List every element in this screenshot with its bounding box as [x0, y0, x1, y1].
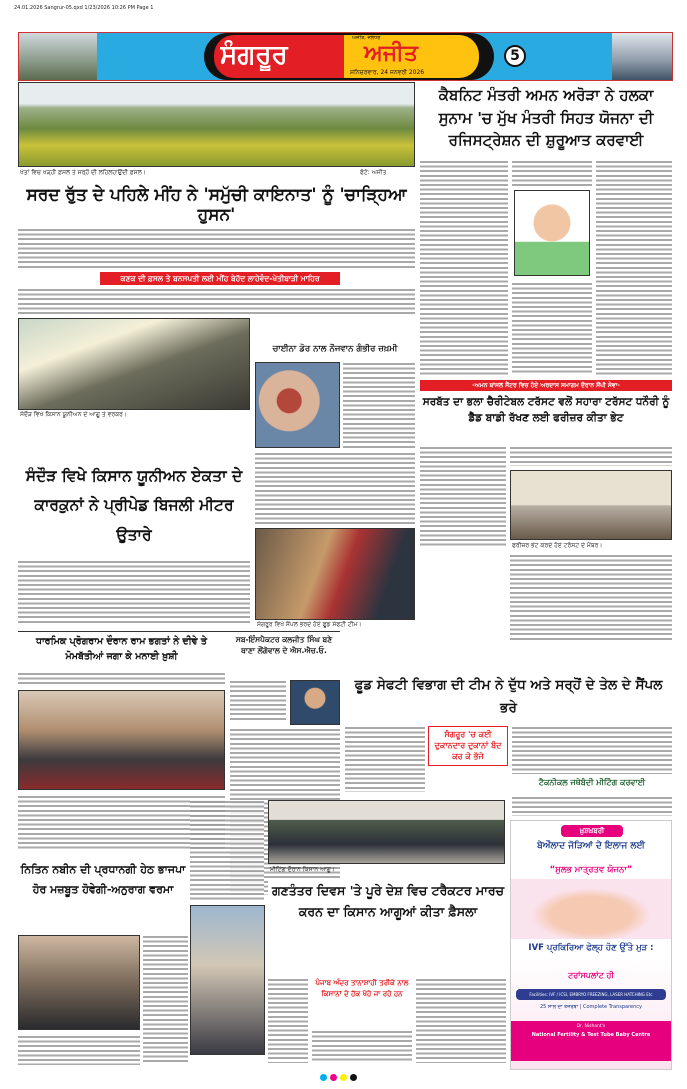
field-credit: ਫੋਟੋ: ਅਜੀਤ: [360, 169, 387, 176]
ad-doctor: Dr. Nishant's: [576, 1024, 606, 1029]
page-number: 5: [504, 45, 526, 67]
minister-portrait: [514, 190, 590, 276]
food-safety-shop-photo: [255, 528, 415, 620]
nitin-headline: ਨਿਤਿਨ ਨਬੀਨ ਦੀ ਪ੍ਰਧਾਨਗੀ ਹੇਠ ਭਾਜਪਾ ਹੋਰ ਮਜ਼ਬੂਤ ਹੋਵੇਗੀ-ਅਨੁਰਾਗ ਵਰਮਾ: [20, 863, 186, 896]
masthead-date: ਸ਼ਨਿਚਰਵਾਰ, 24 ਜਨਵਰੀ 2026: [350, 69, 425, 76]
religious-headline: ਧਾਰਮਿਕ ਪ੍ਰੋਗਰਾਮ ਦੌਰਾਨ ਰਾਮ ਭਗਤਾਂ ਨੇ ਦੀਵੇ ਤੇ ਮੋਮਬੱਤੀਆਂ ਜਗਾ ਕੇ ਮਨਾਈ ਖ਼ੁਸ਼ੀ: [35, 636, 208, 663]
story-text: [18, 672, 225, 686]
freezer-donation-photo: [510, 470, 672, 540]
story-text: [510, 446, 672, 466]
field-caption: ਖੇਤਾਂ ਵਿਚ ਖੜ੍ਹੀ ਫ਼ਸਲ ਤੇ ਸਰ੍ਹੋਂ ਦੀ ਲਹਿਲਹਾਉਂਦੀ ਫ਼ਸਲ।: [20, 169, 146, 176]
story-text: [230, 680, 286, 722]
story-text: [18, 288, 415, 316]
tractor-headline: ਗਣਤੰਤਰ ਦਿਵਸ 'ਤੇ ਪੂਰੇ ਦੇਸ਼ ਵਿਚ ਟਰੈਕਟਰ ਮਾਰਚ ਕਰਨ ਦਾ ਕਿਸਾਨ ਆਗੂਆਂ ਕੀਤਾ ਫ਼ੈਸਲਾ: [268, 880, 508, 923]
masthead-city: ਸੰਗਰੂਰ: [220, 40, 288, 70]
farmers-caption: ਸੰਦੌੜ ਵਿਖੇ ਕਿਸਾਨ ਯੂਨੀਅਨ ਦੇ ਆਗੂ ਤੇ ਵਰਕਰ।: [20, 411, 127, 418]
sarbat-caption: ਫਰੀਜ਼ਰ ਭੇਟ ਕਰਦੇ ਹੋਏ ਟਰੱਸਟ ਦੇ ਮੈਂਬਰ।: [512, 542, 603, 549]
story-text: [268, 978, 308, 1063]
story-text: [18, 228, 415, 270]
story-text: [512, 796, 672, 816]
story-text: [512, 282, 592, 375]
mustard-field-photo: [18, 82, 415, 167]
ad-facilities: Facilities: IVF / ICSI, EMBRYO FREEZING, LASER HATCHING Etc: [516, 989, 666, 1000]
ad-centre: National Fertility & Test Tube Baby Centre: [531, 1032, 651, 1038]
story-text: [512, 726, 672, 774]
story-text: [345, 726, 425, 792]
masthead-oval: [204, 33, 494, 80]
story-text: [510, 554, 672, 640]
sarbat-kicker: -ਅਮਨ ਬਾਂਸਲ ਸੈਂਟਰ ਵਿਚ ਹੋਏ ਅਰਦਾਸ ਸਮਾਗਮ ਦੌਰਾਨ ਸੌਂਪੀ ਸੇਵਾ-: [420, 380, 672, 391]
bjp-meeting-photo: [18, 935, 140, 1030]
china-dor-headline: ਚਾਈਨਾ ਡੋਰ ਨਾਲ ਨੌਜਵਾਨ ਗੰਭੀਰ ਜ਼ਖ਼ਮੀ: [272, 344, 398, 354]
shop-caption: ਸੰਗਰੂਰ ਵਿਖੇ ਸੈਂਪਲ ਭਰਦੇ ਹੋਏ ਫੂਡ ਸੇਫਟੀ ਟੀਮ।: [257, 621, 362, 628]
story-text: [596, 160, 672, 375]
story-text: [420, 446, 506, 546]
kisan-group-photo: [268, 800, 505, 864]
si-headline: ਸਬ-ਇੰਸਪੈਕਟਰ ਕਲਜੀਤ ਸਿੰਘ ਬਣੇ ਥਾਣਾ ਲੌਂਗੋਵਾਲ ਦੇ ਐਸ.ਐਚ.ਓ.: [235, 635, 333, 656]
story-text: [416, 978, 506, 1063]
story-text: [190, 800, 264, 900]
story-text: [312, 1030, 412, 1063]
food-safety-headline: ਫੂਡ ਸੇਫਟੀ ਵਿਭਾਗ ਦੀ ਟੀਮ ਨੇ ਦੁੱਧ ਅਤੇ ਸਰ੍ਹੋਂ ਦੇ ਤੇਲ ਦੇ ਸੈਂਪਲ ਭਰੇ: [354, 677, 663, 716]
sub-inspector-photo: [290, 680, 340, 725]
masthead-tagline: ਅਜੀਤ, ਜਲੰਧਰ: [352, 35, 381, 41]
food-box-text: ਸੰਗਰੂਰ 'ਚ ਕਈ ਦੁਕਾਨਦਾਰ ਦੁਕਾਨਾਂ ਬੰਦ ਕਰ ਕੇ ਭੱਜੇ: [434, 730, 502, 762]
ad-transplant: ਟਰਾਂਸਪਲਾਂਟ ਹੀ: [568, 971, 614, 980]
story-text: [18, 560, 250, 624]
meeting-headline: ਟੈਕਨੀਕਲ ਜਥੇਬੰਦੀ ਮੀਟਿੰਗ ਕਰਵਾਈ: [538, 778, 646, 787]
masthead-photo-left: [19, 33, 97, 80]
ad-badge: ਖ਼ੁਸ਼ਖ਼ਬਰੀ: [561, 825, 623, 837]
ad-experience: 25 ਸਾਲ ਦਾ ਤਜਰਬਾ | Complete Transparency: [539, 1004, 643, 1010]
tractor-box: [312, 978, 412, 999]
story-text: [255, 452, 415, 524]
ad-baby-image: [511, 879, 671, 939]
food-safety-box: [428, 726, 508, 766]
sandaur-headline: ਸੰਦੌੜ ਵਿਖੇ ਕਿਸਾਨ ਯੂਨੀਅਨ ਏਕਤਾ ਦੇ ਕਾਰਕੁਨਾਂ ਨੇ ਪ੍ਰੀਪੇਡ ਬਿਜਲੀ ਮੀਟਰ ਉਤਾਰੇ: [25, 467, 243, 544]
story-text: [18, 1035, 140, 1065]
top-right-headline: ਕੈਬਨਿਟ ਮੰਤਰੀ ਅਮਨ ਅਰੋੜਾ ਨੇ ਹਲਕਾ ਸੁਨਾਮ 'ਚ ਮੁੱਖ ਮੰਤਰੀ ਸਿਹਤ ਯੋਜਨਾ ਦੀ ਰਜਿਸਟ੍ਰੇਸ਼ਨ ਦੀ ਸ਼ੁਰੂਆਤ ਕਰਵਾਈ: [438, 86, 654, 149]
story-text: [143, 935, 188, 1065]
color-registration-bar: [320, 1074, 357, 1081]
masthead: [18, 32, 673, 81]
masthead-paper: ਅਜੀਤ: [364, 41, 418, 66]
farmers-union-photo: [18, 318, 250, 410]
masthead-photo-right: [612, 33, 672, 80]
ad-title: ਬੇਔਲਾਦ ਜੋੜਿਆਂ ਦੇ ਇਲਾਜ ਲਈ: [537, 841, 645, 851]
story-text: [420, 160, 508, 375]
main-headline: ਸਰਦ ਰੁੱਤ ਦੇ ਪਹਿਲੇ ਮੀਂਹ ਨੇ 'ਸਮੁੱਚੀ ਕਾਇਨਾਤ' ਨੂੰ 'ਚਾੜ੍ਹਿਆ ਹੁਸਨ': [26, 185, 407, 225]
story-text: [343, 362, 415, 448]
temple-celebration-photo: [18, 690, 225, 790]
main-subhead: ਕਣਕ ਦੀ ਫ਼ਸਲ ਤੇ ਬਨਸਪਤੀ ਲਈ ਮੀਂਹ ਬੇਹੱਦ ਲਾਹੇਵੰਦ-ਖੇਤੀਬਾੜੀ ਮਾਹਿਰ: [100, 272, 340, 285]
sarbat-headline: ਸਰਬੱਤ ਦਾ ਭਲਾ ਚੈਰੀਟੇਬਲ ਟਰੱਸਟ ਵਲੋਂ ਸਹਾਰਾ ਟਰੱਸਟ ਧਨੌਰੀ ਨੂੰ ਡੈੱਡ ਬਾਡੀ ਰੱਖਣ ਲਈ ਫਰੀਜ਼ਰ ਕੀਤਾ ਭੇਟ: [422, 396, 670, 425]
injured-youth-photo: [255, 362, 340, 448]
story-text: [512, 160, 592, 186]
tractor-box-text: ਪੰਜਾਬ ਅੰਦਰ ਤਾਨਾਸ਼ਾਹੀ ਤਰੀਕੇ ਨਾਲ ਕਿਸਾਨਾਂ ਦੇ ਹੱਕ ਖੋਹੇ ਜਾ ਰਹੇ ਹਨ: [315, 979, 409, 998]
ad-ivf-line: IVF ਪ੍ਰਕਿਰਿਆ ਫੇਲ੍ਹ ਹੋਣ ਉੱਤੇ ਮੁੜ :: [528, 943, 654, 953]
print-slug: 24.01.2026 Sangrur-05.qxd 1/23/2026 10:26 PM Page 1: [14, 5, 154, 11]
ad-centre-band: [511, 1021, 671, 1061]
event-photo: [190, 905, 265, 1055]
ivf-advertisement[interactable]: [510, 820, 672, 1070]
group-caption: ਮੀਟਿੰਗ ਦੌਰਾਨ ਕਿਸਾਨ ਆਗੂ।: [270, 866, 335, 873]
ad-scheme: “ਸੁਲਭ ਮਾਤ੍ਰਤਵ ਯੋਜਨਾ”: [549, 865, 633, 875]
